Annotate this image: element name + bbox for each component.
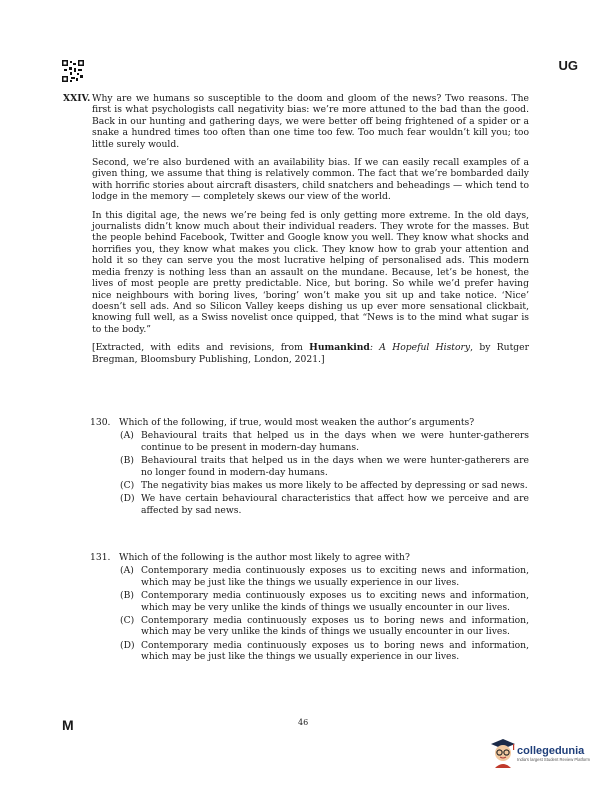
section-number: XXIV. bbox=[63, 93, 91, 104]
option-c[interactable]: (C) The negativity bias makes us more likely to be affected by depressing or sad news. bbox=[120, 480, 528, 492]
paper-code: UG bbox=[558, 58, 578, 73]
series-code: M bbox=[62, 717, 74, 733]
passage-paragraph: XXIV. Why are we humans so susceptible to the doom and gloom of the news? Two reasons. The first is what psychologists call negativity bias: we’re more attuned to the bad than the good. Back in our hunting and gathering days, we were better off being frightened of a spider or a snake a hundred times too often than one time too few. Too much fear wouldn’t kill you; too little surely would. bbox=[63, 93, 529, 150]
question-stem: Which of the following, if true, would most weaken the author’s arguments? bbox=[119, 417, 475, 428]
option-b[interactable]: (B) Contemporary media continuously exposes us to exciting news and information, which may be very unlike the kinds of things we usually encounter in our lives. bbox=[120, 590, 529, 613]
option-a[interactable]: (A) Behavioural traits that helped us in the days when we were hunter-gatherers continue to be present in modern-day humans. bbox=[120, 430, 529, 453]
option-d[interactable]: (D) Contemporary media continuously exposes us to boring news and information, which may be just like the things we usually experience in our lives. bbox=[120, 639, 529, 663]
logo-tagline: India's largest Student Review Platform bbox=[517, 756, 590, 762]
question-131 bbox=[90, 552, 529, 665]
logo-brand-name: collegedunia bbox=[517, 744, 585, 757]
question-number: 131. bbox=[90, 552, 111, 563]
page-number: 46 bbox=[298, 718, 309, 727]
passage-source: [Extracted, with edits and revisions, from Humankind: A Hopeful History, by Rutger Bregman, Bloomsbury Publishing, London, 2021.] bbox=[92, 342, 529, 365]
qr-code-icon bbox=[62, 60, 84, 82]
question-number: 130. bbox=[90, 417, 111, 428]
collegedunia-logo bbox=[489, 738, 590, 768]
passage-paragraph: Second, we’re also burdened with an availability bias. If we can easily recall examples of a given thing, we assume that thing is relatively common. The fact that we’re bombarded daily with horrific stories about aircraft disasters, child snatchers and beheadings — which tend to lodge in the memory — completely skews our view of the world. bbox=[92, 157, 529, 203]
option-a[interactable]: (A) Contemporary media continuously exposes us to exciting news and information, which may be just like the things we usually experience in our lives. bbox=[120, 565, 529, 588]
student-mascot-icon bbox=[489, 738, 517, 768]
option-c[interactable]: (C) Contemporary media continuously exposes us to boring news and information, which may be very unlike the kinds of things we usually encounter in our lives. bbox=[120, 615, 529, 638]
option-b[interactable]: (B) Behavioural traits that helped us in the days when we were hunter-gatherers are no longer found in modern-day humans. bbox=[120, 455, 529, 478]
option-d[interactable]: (D) We have certain behavioural characteristics that affect how we perceive and are affected by sad news. bbox=[120, 493, 529, 516]
question-stem: Which of the following is the author most likely to agree with? bbox=[119, 552, 410, 563]
passage bbox=[63, 93, 529, 372]
passage-paragraph: In this digital age, the news we’re being fed is only getting more extreme. In the old days, journalists didn’t know much about their individual readers. They wrote for the masses. But the people behind Facebook, Twitter and Google know you well. They know what shocks and horrifies you, they know what makes you click. They know how to grab your attention and hold it so they can serve you the most lucrative helping of personalised ads. This modern media frenzy is nothing less than an assault on the mundane. Because, let’s be honest, the lives of most people are pretty predictable. Nice, but boring. So while we’d prefer having nice neighbours with boring lives, ‘boring’ won’t make you sit up and take notice. ‘Nice’ doesn’t sell ads. And so Silicon Valley keeps dishing us up ever more sensational clickbait, knowing full well, as a Swiss novelist once quipped, that “News is to the mind what sugar is to the body.” bbox=[92, 209, 529, 335]
question-130 bbox=[90, 417, 529, 518]
